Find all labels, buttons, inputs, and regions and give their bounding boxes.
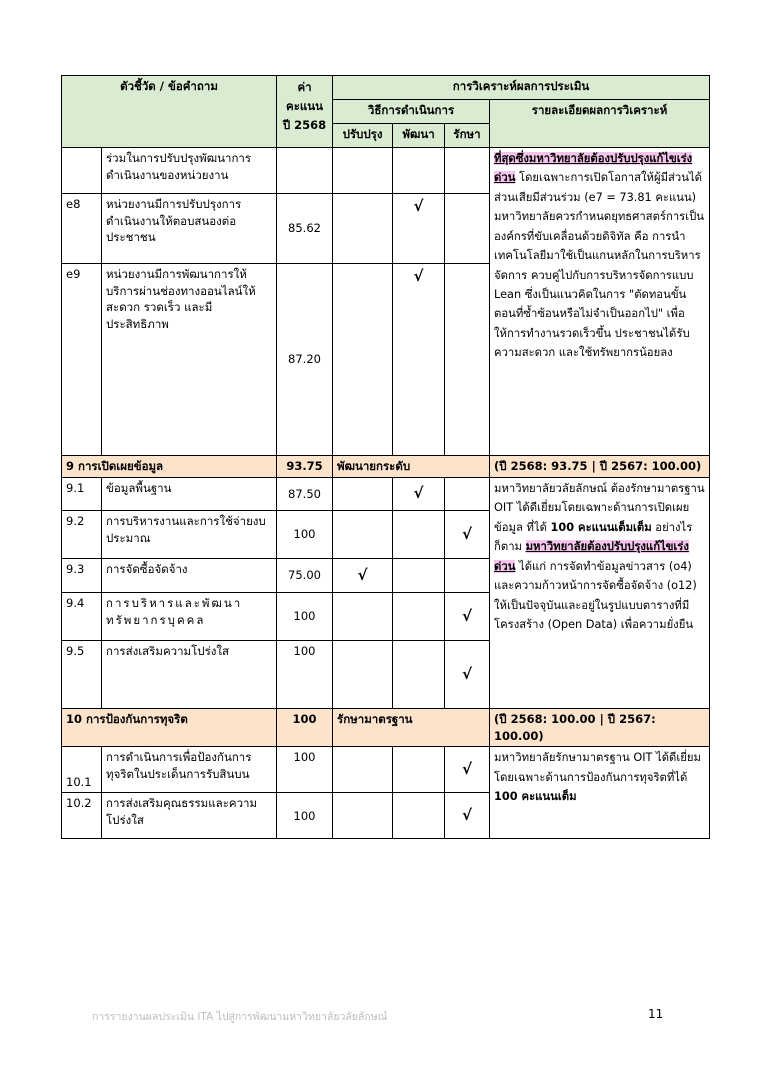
check-mark-improve: √ <box>333 559 393 593</box>
detail-text: โดยเฉพาะการเปิดโอกาสให้ผู้มีส่วนได้ส่วนเสียมีส่วนร่วม (e7 = 73.81 คะแนน) มหาวิทยาลัยควรกำหนดยุทธศาสตร์การเป็นองค์กรที่ขับเคลื่อนด้วยดิจิทัล คือ การนำเทคโนโลยีมาใช้เป็นแกนหลักในการบริหารจัดการ ควบคู่ไปกับการบริหารจัดการแบบ Lean ซึ่งเป็นแนวคิดในการ "ตัดทอนขั้นตอนที่ซ้ำซ้อนหรือไม่จำเป็นออกไป" เพื่อให้การทำงานรวดเร็วขึ้น ประชาชนได้รับความสะดวก และใช้ทรัพยากรน้อยลง <box>494 171 704 360</box>
header-maintain: รักษา <box>445 124 490 148</box>
row-code: 10.2 <box>62 793 102 839</box>
header-indicator: ตัวชี้วัด / ข้อคำถาม <box>62 76 277 148</box>
row-text: การบริหารและพัฒนาทรัพยากรบุคคล <box>102 593 277 641</box>
detail-section10: มหาวิทยาลัยรักษามาตรฐาน OIT ได้ดีเยี่ยมโดยเฉพาะด้านการป้องกันการทุจริตที่ได้ 100 คะแนนเต็ม <box>490 747 710 839</box>
row-text: การดำเนินการเพื่อป้องกันการทุจริตในประเด็นการรับสินบน <box>102 747 277 793</box>
section-compare: (ปี 2568: 93.75 | ปี 2567: 100.00) <box>490 456 710 478</box>
header-improve: ปรับปรุง <box>333 124 393 148</box>
row-score: 100 <box>277 511 333 559</box>
row-code: 9.4 <box>62 593 102 641</box>
row-code: e9 <box>62 264 102 456</box>
row-code: 9.3 <box>62 559 102 593</box>
row-code: e8 <box>62 194 102 264</box>
row-score: 75.00 <box>277 559 333 593</box>
section-row <box>62 456 710 478</box>
row-score: 100 <box>277 747 333 793</box>
check-mark-develop: √ <box>393 264 445 456</box>
row-code: 9.1 <box>62 478 102 511</box>
section-score: 100 <box>277 709 333 747</box>
row-score: 87.50 <box>277 478 333 511</box>
row-score: 100 <box>277 641 333 709</box>
check-mark-maintain: √ <box>445 641 490 709</box>
row-text: หน่วยงานมีการปรับปรุงการดำเนินงานให้ตอบสนองต่อประชาชน <box>102 194 277 264</box>
row-text: การส่งเสริมคุณธรรมและความโปร่งใส <box>102 793 277 839</box>
check-mark-maintain: √ <box>445 511 490 559</box>
page-number: 11 <box>648 1007 664 1021</box>
row-text: การจัดซื้อจัดจ้าง <box>102 559 277 593</box>
highlight-urgent: มหาวิทยาลัยต้องปรับปรุงแก้ไขเร่งด่วน <box>494 540 689 573</box>
detail-block1 <box>490 148 710 456</box>
row-text: ร่วมในการปรับปรุงพัฒนาการดำเนินงานของหน่วยงาน <box>102 148 277 194</box>
row-text: หน่วยงานมีการพัฒนาการให้บริการผ่านช่องทางออนไลน์ให้สะดวก รวดเร็ว และมีประสิทธิภาพ <box>102 264 277 456</box>
row-score: 100 <box>277 593 333 641</box>
footer-text: การรายงานผลประเมิน ITA ไปสู่การพัฒนามหาวิทยาลัยวลัยลักษณ์ <box>92 1011 388 1023</box>
ita-analysis-table <box>61 75 710 839</box>
detail-section9: มหาวิทยาลัยวลัยลักษณ์ ต้องรักษามาตรฐาน OIT ได้ดีเยี่ยมโดยเฉพาะด้านการเปิดเผยข้อมูล ที่ได้ 100 คะแนนเต็มเต็ม อย่างไรก็ตาม มหาวิทยาลัยต้องปรับปรุงแก้ไขเร่งด่วน ได้แก่ การจัดทำข้อมูลข่าวสาร (o4) และความก้าวหน้าการจัดซื้อจัดจ้าง (o12) ให้เป็นปัจจุบันและอยู่ในรูปแบบตารางที่มีโครงสร้าง (Open Data) เพื่อความยั่งยืน <box>490 478 710 709</box>
full-score-text: 100 คะแนนเต็มเต็ม <box>550 520 652 534</box>
section-status: รักษามาตรฐาน <box>333 709 490 747</box>
header-score-l3: ปี 2568 <box>282 117 327 132</box>
check-mark-maintain: √ <box>445 793 490 839</box>
row-score: 85.62 <box>277 194 333 264</box>
row-score: 100 <box>277 793 333 839</box>
row-score: 87.20 <box>277 264 333 456</box>
table-row <box>62 747 710 793</box>
table-row <box>62 478 710 511</box>
full-score-text: 100 คะแนนเต็ม <box>494 790 577 804</box>
header-score <box>277 76 333 148</box>
section-status: พัฒนายกระดับ <box>333 456 490 478</box>
header-detail: รายละเอียดผลการวิเคราะห์ <box>490 100 710 148</box>
check-mark-develop: √ <box>393 194 445 264</box>
row-text: การส่งเสริมความโปร่งใส <box>102 641 277 709</box>
check-mark-develop: √ <box>393 478 445 511</box>
row-text: การบริหารงานและการใช้จ่ายงบประมาณ <box>102 511 277 559</box>
row-code: 10.1 <box>62 747 102 793</box>
check-mark-maintain: √ <box>445 747 490 793</box>
header-score-l1: ค่า <box>297 80 312 94</box>
row-text: ข้อมูลพื้นฐาน <box>102 478 277 511</box>
highlight-urgent: ที่สุดซึ่งมหาวิทยาลัยต้องปรับปรุงแก้ไขเร่งด่วน <box>494 152 693 185</box>
header-develop: พัฒนา <box>393 124 445 148</box>
header-analysis: การวิเคราะห์ผลการประเมิน <box>333 76 710 100</box>
section-compare: (ปี 2568: 100.00 | ปี 2567: 100.00) <box>490 709 710 747</box>
section-title: 10 การป้องกันการทุจริต <box>62 709 277 747</box>
row-code: 9.5 <box>62 641 102 709</box>
section-row <box>62 709 710 747</box>
check-mark-maintain: √ <box>445 593 490 641</box>
header-method: วิธีการดำเนินการ <box>333 100 490 124</box>
section-title: 9 การเปิดเผยข้อมูล <box>62 456 277 478</box>
table-row <box>62 148 710 194</box>
row-code: 9.2 <box>62 511 102 559</box>
header-score-l2: คะแนน <box>286 98 324 113</box>
section-score: 93.75 <box>277 456 333 478</box>
